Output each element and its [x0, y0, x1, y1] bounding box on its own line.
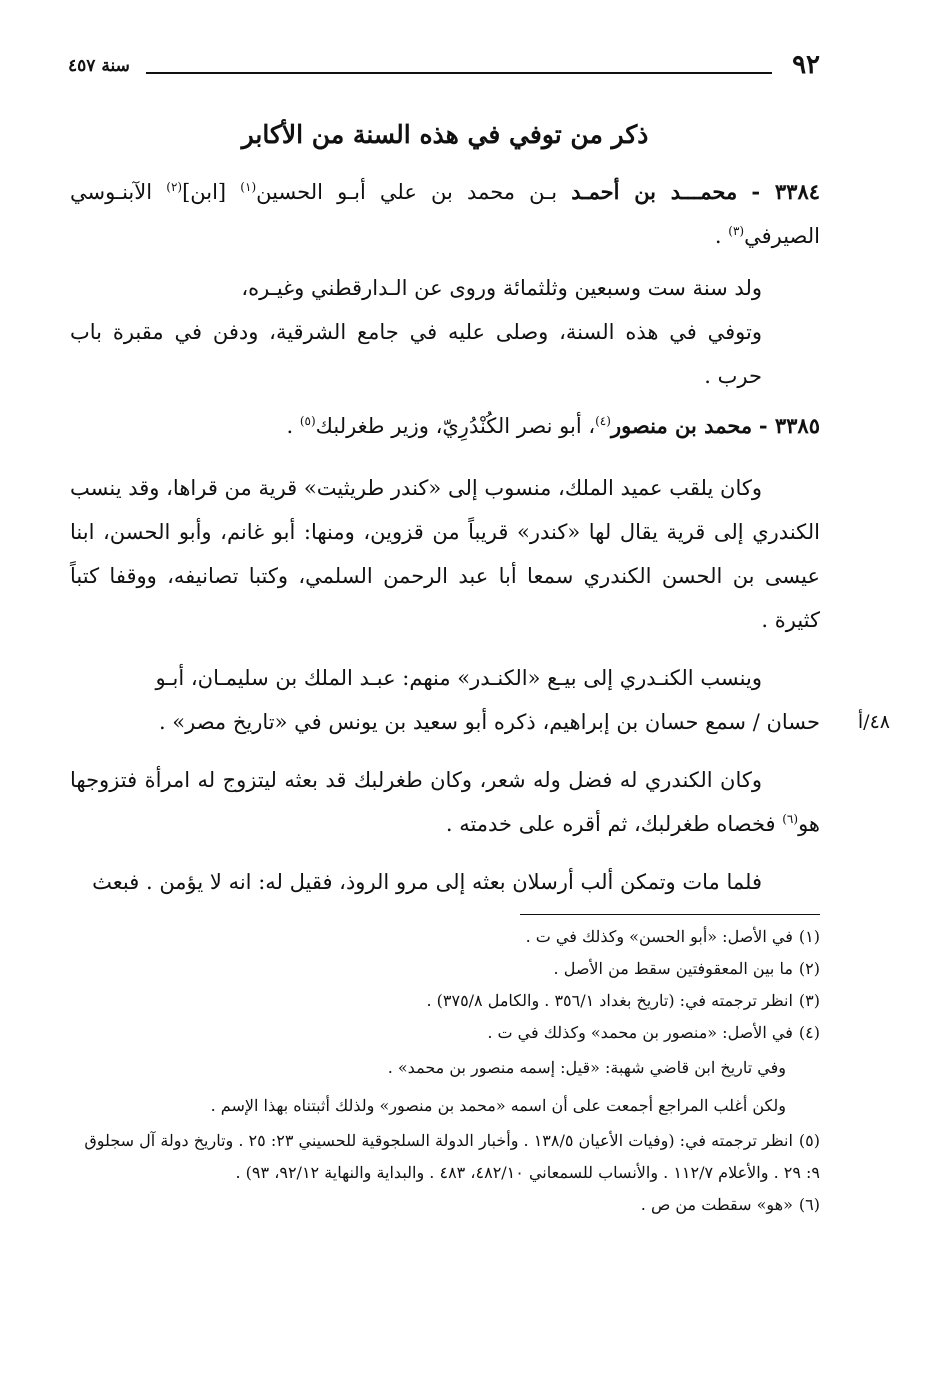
- footnote-2: [70, 953, 820, 985]
- paragraph-title: وكان يلقب عميد الملك، منسوب إلى «كندر طريثيت» قرية من قراها، وقد ينسب الكندري إلى قرية يقال لها «كندر» قريباً من قزوين، ومنها: أبو غانم، وأبو الحسن، ابنا عيسى بن الحسن الكندري سمعا أبا عبد الرحمن السلمي، وكتبا تصانيفه، ووقفا كتباً كثيرة .: [70, 476, 820, 632]
- entry-text: الآبنـوسي الصيرفي: [70, 180, 820, 248]
- footnotes: [70, 921, 820, 1221]
- paragraph-born: ولد سنة ست وسبعين وثلثمائة وروى عن الـدارقطني وغيـره،: [241, 276, 762, 300]
- footnote-text: «هو» سقطت من ص .: [640, 1195, 793, 1214]
- footnote-rule: [520, 914, 820, 915]
- footnote-5: [70, 1125, 820, 1189]
- running-head-year: سنة ٤٥٧: [68, 56, 130, 76]
- entry-name: محمد بن منصور: [610, 413, 753, 438]
- entry-number: ٣٣٨٤ -: [751, 179, 821, 204]
- page-number: ٩٢: [792, 50, 820, 80]
- header-rule: [146, 72, 772, 74]
- entry-text: بـن محمد بن علي أبـو الحسين: [256, 180, 558, 204]
- footnote-ref-2[interactable]: (٢): [166, 180, 183, 194]
- paragraph-nisba: [70, 656, 890, 744]
- footnote-number: (٥): [798, 1131, 820, 1150]
- paragraph-text: فخصاه طغرلبك، ثم أقره على خدمته .: [445, 812, 776, 836]
- paragraph-poet: [70, 758, 820, 846]
- footnote-ref-6[interactable]: (٦): [782, 812, 799, 826]
- entry-text: [ابن]: [182, 180, 227, 204]
- page-header: [68, 50, 820, 90]
- entry-text: ، أبو نصر الكُنْدُرِيّ، وزير طغرلبك: [315, 414, 596, 438]
- footnote-ref-4[interactable]: (٤): [595, 414, 611, 428]
- paragraph-nisba-line2: حسان / سمع حسان بن إبراهيم، ذكره أبو سعيد بن يونس في «تاريخ مصر» .: [158, 710, 820, 734]
- entry-text: .: [286, 414, 294, 438]
- footnote-text: انظر ترجمته في: (تاريخ بغداد ٣٥٦/١ . والكامل ٣٧٥/٨) .: [426, 991, 793, 1010]
- footnote-4-note-b: ولكن أغلب المراجع أجمعت على أن اسمه «محمد بن منصور» ولذلك أثبتناه بهذا الإسم .: [210, 1096, 786, 1115]
- footnote-number: (٣): [798, 991, 820, 1010]
- entry-name: محمـــد بن أحمـد: [571, 179, 738, 204]
- footnote-3: [70, 985, 820, 1017]
- paragraph-died: وتوفي في هذه السنة، وصلى عليه في جامع الشرقية، ودفن في مقبرة باب حرب .: [70, 320, 762, 388]
- footnote-text: في الأصل: «منصور بن محمد» وكذلك في ت .: [487, 1023, 793, 1042]
- footnote-number: (٤): [798, 1023, 820, 1042]
- entry-3385: [70, 404, 820, 448]
- footnote-ref-3[interactable]: (٣): [728, 224, 745, 238]
- paragraph-nisba-line1: وينسب الكنـدري إلى بيـع «الكنـدر» منهم: عبـد الملك بن سليمـان، أبـو: [155, 666, 762, 690]
- footnote-text: ما بين المعقوفتين سقط من الأصل .: [553, 959, 793, 978]
- paragraph-death: فلما مات وتمكن ألب أرسلان بعثه إلى مرو الروذ، فقيل له: انه لا يؤمن . فبعث: [92, 870, 762, 894]
- main-text: [70, 112, 890, 1221]
- footnote-number: (١): [798, 927, 820, 946]
- entry-3384: [70, 170, 820, 258]
- folio-margin-note: ٤٨/أ: [857, 711, 890, 733]
- footnote-ref-1[interactable]: (١): [240, 180, 257, 194]
- entry-text: .: [714, 224, 722, 248]
- footnote-6: [70, 1189, 820, 1221]
- footnote-number: (٦): [798, 1195, 820, 1214]
- footnote-4-note-a: وفي تاريخ ابن قاضي شهبة: «قيل: إسمه منصور بن محمد» .: [387, 1058, 786, 1077]
- paragraph-text: وكان الكندري له فضل وله شعر، وكان طغرلبك قد بعثه ليتزوج له امرأة فتزوجها هو: [70, 768, 820, 836]
- section-title: ذكر من توفي في هذه السنة من الأكابر: [241, 120, 649, 149]
- entry-number: ٣٣٨٥ -: [758, 413, 820, 438]
- footnote-text: انظر ترجمته في: (وفيات الأعيان ١٣٨/٥ . وأخبار الدولة السلجوقية للحسيني ٢٣: ٢٥ . وتاريخ دولة آل سجلوق ٩: ٢٩ . والأعلام ١١٢/٧ . والأنساب للسمعاني ٤٨٢/١٠، ٤٨٣ . والبداية والنهاية ٩٢/١٢، ٩٣) .: [84, 1131, 820, 1182]
- footnote-ref-5[interactable]: (٥): [299, 414, 316, 428]
- footnote-text: في الأصل: «أبو الحسن» وكذلك في ت .: [525, 927, 793, 946]
- footnote-4: [70, 1017, 820, 1049]
- footnote-1: [70, 921, 820, 953]
- footnote-number: (٢): [798, 959, 820, 978]
